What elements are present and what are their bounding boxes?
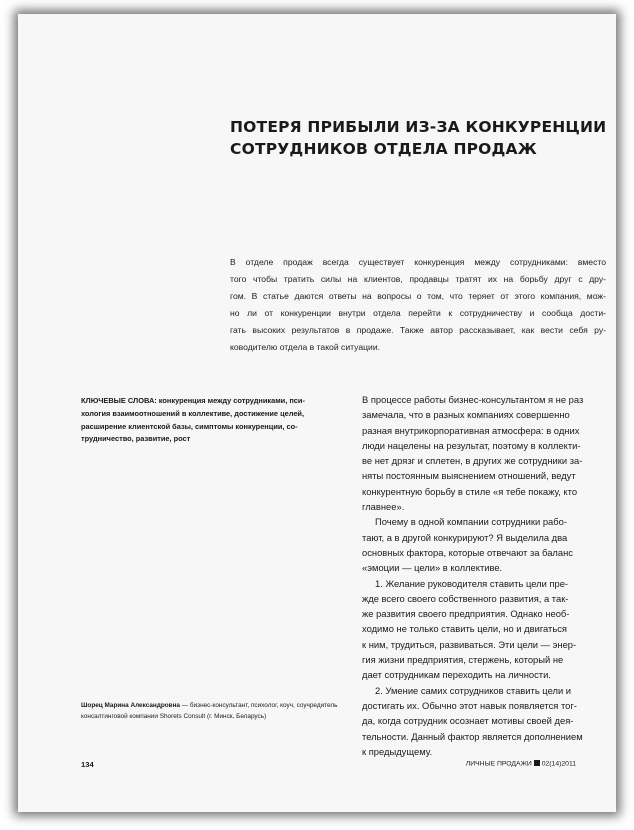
- body-line: «эмоции — цели» в коллективе.: [362, 562, 503, 574]
- body-line: разная внутрикорпоративная атмосфера: в одних: [362, 424, 580, 436]
- keywords-line: КЛЮЧЕВЫЕ СЛОВА: конкуренция между сотрудниками, пси-: [81, 396, 305, 405]
- article-title: [230, 116, 610, 160]
- abstract-line: гать высоких результатов в продаже. Также автор рассказывает, как вести себя ру-: [230, 325, 606, 335]
- keywords-line: расширение клиентской базы, симптомы конкуренции, со-: [81, 421, 298, 431]
- body-line: няты постоянным выяснением отношений, ведут: [362, 470, 576, 482]
- body-line: люди нацелены на результат, поэтому в коллекти-: [362, 439, 581, 451]
- body-line: тают, а в другой конкурируют? Я выделила два: [362, 531, 568, 543]
- abstract-line: ководителю отдела в такой ситуации.: [230, 342, 381, 352]
- page-number: 134: [81, 760, 94, 769]
- body-line: жде всего своего собственного развития, а так-: [362, 592, 569, 604]
- author-note: [81, 700, 361, 722]
- issue-number: 02(14)2011: [541, 760, 576, 768]
- title-line: ПОТЕРЯ ПРИБЫЛИ ИЗ-ЗА КОНКУРЕНЦИИ: [230, 118, 607, 136]
- abstract-line: того чтобы тратить силы на клиентов, продавцы тратят их на борьбу друг с дру-: [230, 274, 606, 284]
- article-body: [362, 392, 608, 759]
- abstract-line: но ли от конкуренции внутри отдела перейти к сотрудничеству и сообща дости-: [230, 308, 606, 318]
- body-line: достигать их. Обычно этот навык появляется тог-: [362, 699, 577, 711]
- author-info: — бизнес-консультант, психолог, коуч, соучредитель: [179, 702, 338, 709]
- body-line: гия жизни предприятия, стержень, который не: [362, 654, 564, 666]
- body-line: главнее».: [362, 501, 405, 513]
- body-line: ходимо не только ставить цели, но и двигаться: [362, 623, 567, 635]
- keywords-line: хология взаимоотношений в коллективе, достижение целей,: [81, 408, 305, 418]
- body-line: замечала, что в разных компаниях совершенно: [362, 409, 570, 421]
- body-line: основных фактора, которые отвечают за баланс: [362, 546, 573, 558]
- body-line: ве нет дрязг и сплетен, в других же сотрудники за-: [362, 455, 583, 467]
- body-line: к предыдущему.: [362, 745, 433, 757]
- author-line: консалтинговой компании Shorets Consult (г. Минск, Беларусь): [81, 713, 267, 720]
- body-line: да, когда сотрудник осознает мотивы своей дея-: [362, 715, 574, 727]
- title-line: СОТРУДНИКОВ ОТДЕЛА ПРОДАЖ: [230, 140, 537, 158]
- body-line: же развития своего предприятия. Однако необ-: [362, 608, 570, 620]
- body-line: дает сотрудникам переходить на личности.: [362, 669, 551, 681]
- body-line: тельности. Данный фактор является дополнением: [362, 730, 583, 742]
- body-line: к ним, трудиться, развиваться. Эти цели — энер-: [362, 638, 577, 650]
- body-line: 2. Умение самих сотрудников ставить цели и: [362, 684, 572, 696]
- magazine-page: [18, 14, 616, 812]
- square-bullet-icon: [534, 760, 540, 766]
- author-line: [81, 700, 361, 711]
- body-line: конкурентную борьбу в стиле «я тебе покажу, кто: [362, 485, 578, 497]
- article-abstract: [230, 254, 606, 356]
- keywords-block: [81, 395, 331, 446]
- running-footer: [466, 760, 576, 768]
- body-line: В процессе работы бизнес-консультантом я не раз: [362, 394, 584, 405]
- author-name: Шорец Марина Александровна: [81, 702, 180, 709]
- abstract-line: В отделе продаж всегда существует конкуренция между сотрудниками: вместо: [230, 257, 606, 267]
- abstract-line: гом. В статье даются ответы на вопросы о том, что теряет от этого компания, мож-: [230, 291, 606, 301]
- body-line: 1. Желание руководителя ставить цели пре-: [362, 577, 569, 589]
- keywords-line: трудничество, развитие, рост: [81, 434, 191, 444]
- body-line: Почему в одной компании сотрудники рабо-: [362, 516, 567, 528]
- journal-name: ЛИЧНЫЕ ПРОДАЖИ: [465, 760, 532, 768]
